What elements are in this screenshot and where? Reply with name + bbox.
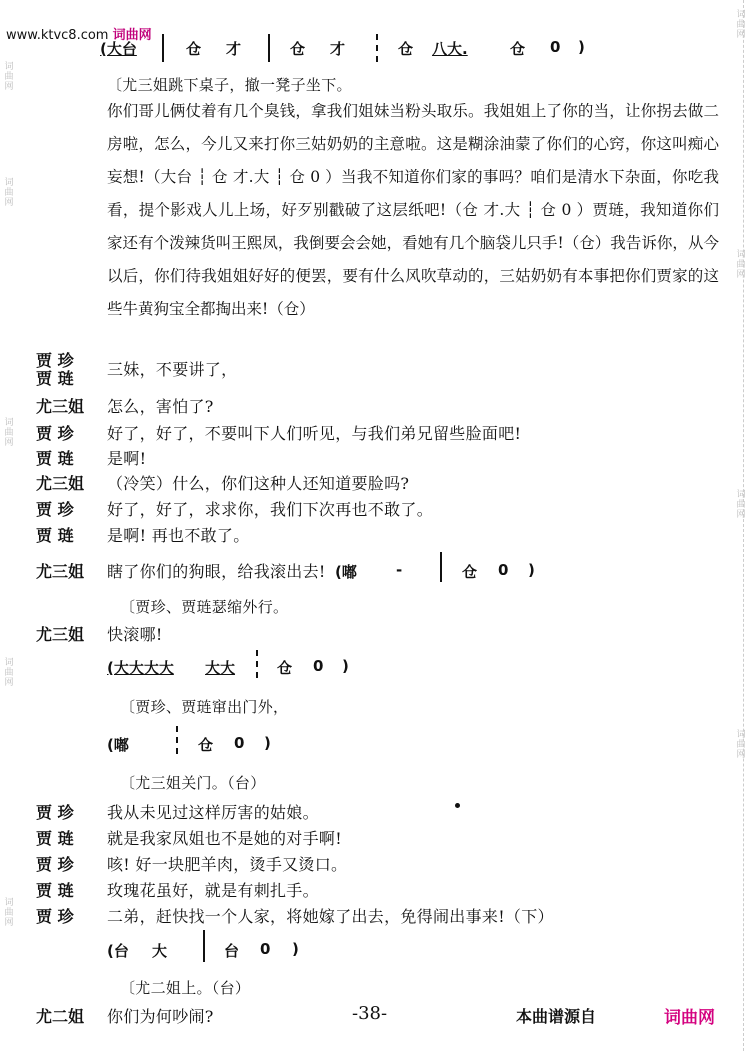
speaker-name: 贾 琏 xyxy=(36,369,74,388)
perc-cell: 仓 xyxy=(198,736,214,754)
speaker-name: 尤二姐 xyxy=(36,1007,85,1026)
stage-direction: 〔尤三姐跳下桌子，撤一凳子坐下。 xyxy=(107,76,352,94)
watermark-char: 词 xyxy=(4,178,14,188)
speaker-name: 贾 琏 xyxy=(36,881,74,900)
dialogue-line: （冷笑）什么，你们这种人还知道要脸吗? xyxy=(107,474,410,493)
stage-direction: 〔贾珍、贾琏瑟缩外行。 xyxy=(120,598,289,616)
watermark-char: 网 xyxy=(736,270,746,280)
bar-line xyxy=(203,930,205,962)
dialogue-line: 二弟，赶快找一个人家，将她嫁了出去，免得闹出事来!（下） xyxy=(107,907,554,926)
perc-cell: ) xyxy=(264,734,271,752)
watermark-char: 曲 xyxy=(4,668,14,678)
dialogue-line: 玫瑰花虽好，就是有刺扎手。 xyxy=(107,881,319,900)
watermark-char: 网 xyxy=(736,750,746,760)
ink-spot xyxy=(455,803,460,808)
site-url[interactable]: www.ktvc8.com xyxy=(6,28,109,43)
speaker-name: 贾 珍 xyxy=(36,803,74,822)
speaker-name: 尤三姐 xyxy=(36,625,85,644)
watermark-char: 词 xyxy=(4,62,14,72)
perc-cell: 才 xyxy=(226,40,242,58)
watermark-char: 曲 xyxy=(4,72,14,82)
perc-cell: 仓 xyxy=(398,40,414,58)
speaker-name: 贾 珍 xyxy=(36,855,74,874)
perc-cell: 仓 xyxy=(277,659,293,677)
watermark-char: 网 xyxy=(4,678,14,688)
perc-cell: 八大. xyxy=(432,40,468,58)
perc-cell: (台 xyxy=(107,942,129,960)
perc-cell: 大 xyxy=(152,942,168,960)
perc-cell: (大台 xyxy=(100,40,137,58)
watermark-char: 词 xyxy=(736,250,746,260)
speaker-name: 尤三姐 xyxy=(36,474,85,493)
perc-cell: 仓 xyxy=(462,563,478,581)
watermark-char: 词 xyxy=(736,10,746,20)
bar-line xyxy=(162,34,164,62)
footer-brand-link[interactable]: 词曲网 xyxy=(664,1008,715,1028)
perc-cell: 仓 xyxy=(510,40,526,58)
speaker-name: 贾 琏 xyxy=(36,449,74,468)
speaker-name: 尤三姐 xyxy=(36,562,85,581)
perc-cell: ) xyxy=(292,940,299,958)
dialogue-line: 我从未见过这样厉害的姑娘。 xyxy=(107,803,319,822)
watermark-char: 词 xyxy=(736,490,746,500)
perc-cell: 0 xyxy=(550,38,561,56)
watermark-char: 曲 xyxy=(736,260,746,270)
perc-cell: (嘟 xyxy=(107,736,129,754)
speaker-name: 尤三姐 xyxy=(36,397,85,416)
speaker-name: 贾 珍 xyxy=(36,351,74,370)
dialogue-line: 三妹，不要讲了， xyxy=(107,360,238,379)
dashed-bar-line xyxy=(256,650,258,678)
dialogue-line: 就是我家凤姐也不是她的对手啊! xyxy=(107,829,342,848)
speaker-name: 贾 琏 xyxy=(36,526,74,545)
watermark-char: 词 xyxy=(736,730,746,740)
watermark-char: 网 xyxy=(4,82,14,92)
perc-cell: ) xyxy=(528,561,535,579)
dialogue-line: 怎么，害怕了? xyxy=(107,397,214,416)
stage-direction: 〔尤三姐关门。（台） xyxy=(120,774,266,792)
dialogue-line: 你们为何吵闹? xyxy=(107,1007,214,1026)
watermark-char: 词 xyxy=(4,658,14,668)
watermark-char: 网 xyxy=(4,918,14,928)
watermark-char: 曲 xyxy=(736,20,746,30)
source-label: 本曲谱源自 xyxy=(516,1007,597,1026)
speaker-name: 贾 珍 xyxy=(36,424,74,443)
dialogue-line: 是啊! xyxy=(107,449,147,468)
perc-cell: 大大 xyxy=(205,659,236,677)
perc-cell: 仓 xyxy=(290,40,306,58)
bar-line xyxy=(440,552,442,582)
watermark-char: 曲 xyxy=(736,740,746,750)
perc-cell: (大大大大 xyxy=(107,659,174,677)
perc-cell: ) xyxy=(342,657,349,675)
dialogue-line: 好了，好了，不要叫下人们听见，与我们弟兄留些脸面吧! xyxy=(107,424,522,443)
perc-cell: 台 xyxy=(224,942,240,960)
perc-cell: 0 xyxy=(313,657,324,675)
speaker-name: 贾 珍 xyxy=(36,907,74,926)
dashed-bar-line xyxy=(376,34,378,62)
page-edge xyxy=(743,0,744,1051)
perc-cell: (嘟 xyxy=(335,563,357,581)
dialogue-line: 瞎了你们的狗眼，给我滚出去! xyxy=(107,562,326,581)
watermark-char: 曲 xyxy=(4,908,14,918)
perc-cell: - xyxy=(396,561,403,579)
watermark-char: 网 xyxy=(736,30,746,40)
site-brand: 词曲网 xyxy=(112,28,152,43)
perc-cell: 0 xyxy=(498,561,509,579)
watermark-char: 网 xyxy=(736,510,746,520)
watermark-char: 网 xyxy=(4,438,14,448)
speaker-name: 贾 珍 xyxy=(36,500,74,519)
dialogue-line: 咳! 好一块肥羊肉，烫手又烫口。 xyxy=(107,855,348,874)
bar-line xyxy=(268,34,270,62)
watermark-char: 曲 xyxy=(736,500,746,510)
left-watermark xyxy=(2,0,16,1051)
dialogue-line: 好了，好了，求求你，我们下次再也不敢了。 xyxy=(107,500,434,519)
watermark-char: 曲 xyxy=(4,188,14,198)
watermark-char: 曲 xyxy=(4,428,14,438)
dialogue-line: 快滚哪! xyxy=(107,625,163,644)
page-number: -38- xyxy=(352,1003,388,1024)
dialogue-line: 是啊! 再也不敢了。 xyxy=(107,526,250,545)
perc-cell: 0 xyxy=(234,734,245,752)
perc-cell: 仓 xyxy=(186,40,202,58)
dashed-bar-line xyxy=(176,726,178,754)
right-watermark xyxy=(734,0,748,1051)
speaker-name: 贾 琏 xyxy=(36,829,74,848)
perc-cell: 0 xyxy=(260,940,271,958)
perc-cell: ) xyxy=(578,38,585,56)
speech-paragraph: 你们哥儿俩仗着有几个臭钱，拿我们姐妹当粉头取乐。我姐姐上了你的当，让你拐去做二房啦，怎么，今儿又来打你三姑奶奶的主意啦。这是糊涂油蒙了你们的心窍，你这叫痴心妄想!（大台 ┆ 仓 才.大 ┆ 仓 0 ）当我不知道你们家的事吗？咱们是清水下杂面，你吃我看，提个影戏人儿上场，好歹别戳破了这层纸吧!（仓 才.大 ┆ 仓 0 ）贾琏，我知道你们家还有个泼辣货叫王熙凤，我倒要会会她，看她有几个脑袋儿只手!（仓）我告诉你，从今以后，你们待我姐姐好好的便罢，要有什么风吹草动的，三姑奶奶有本事把你们贾家的这些牛黄狗宝全都掏出来!（仓） xyxy=(107,102,719,318)
watermark-char: 网 xyxy=(4,198,14,208)
stage-direction: 〔贾珍、贾琏窜出门外， xyxy=(120,698,289,716)
stage-direction: 〔尤二姐上。（台） xyxy=(120,979,251,997)
watermark-char: 词 xyxy=(4,898,14,908)
perc-cell: 才 xyxy=(330,40,346,58)
watermark-char: 词 xyxy=(4,418,14,428)
